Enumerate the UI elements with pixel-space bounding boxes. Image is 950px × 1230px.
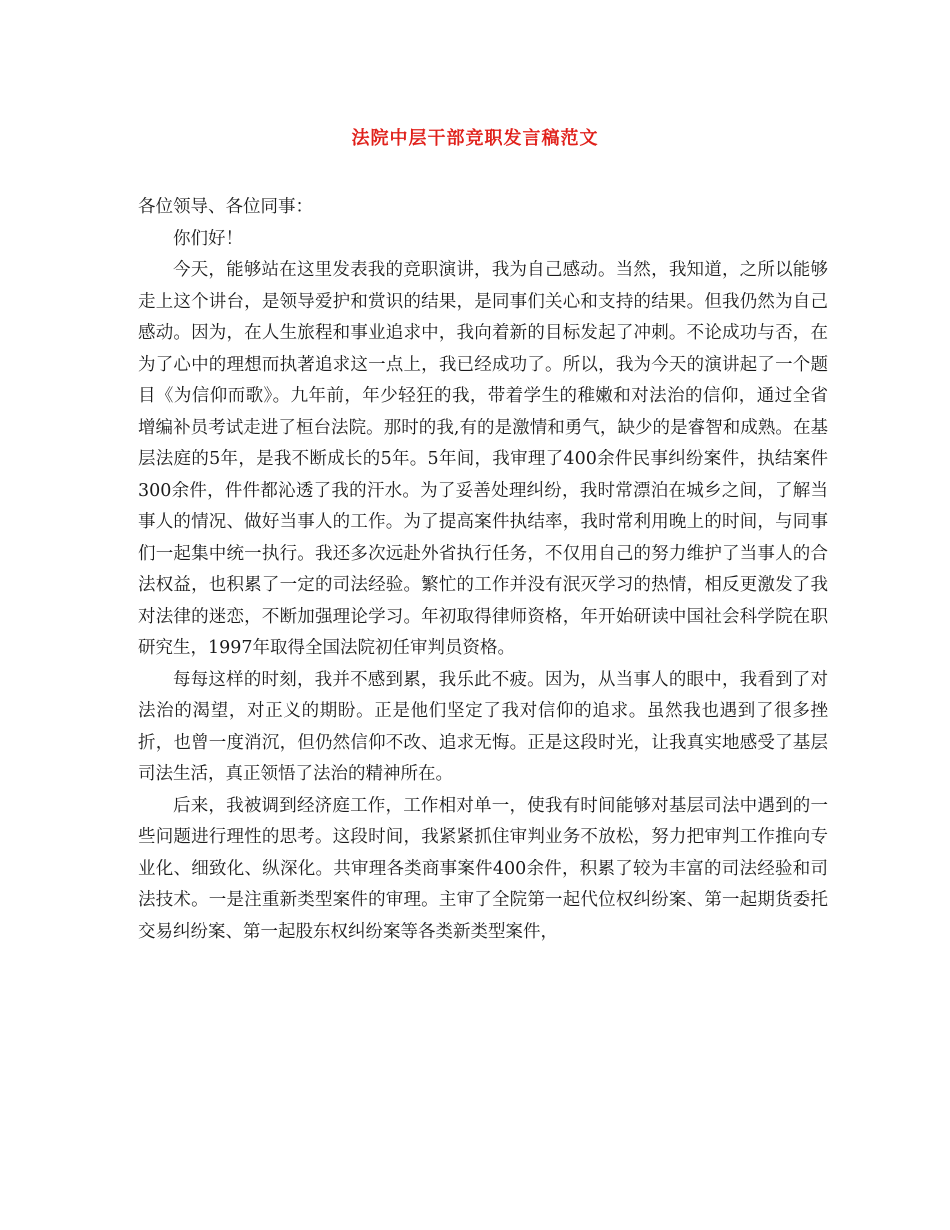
paragraph: 每每这样的时刻，我并不感到累，我乐此不疲。因为，从当事人的眼中，我看到了对法治的渴望，对正义的期盼。正是他们坚定了我对信仰的追求。虽然我也遇到了很多挫折，也曾一度消沉，但仍然信仰不改、追求无悔。正是这段时光，让我真实地感受了基层司法生活，真正领悟了法治的精神所在。: [138, 669, 828, 784]
document-body: [138, 192, 828, 948]
greeting: 你们好！: [173, 228, 243, 249]
paragraph: 今天，能够站在这里发表我的竞职演讲，我为自己感动。当然，我知道，之所以能够走上这个讲台，是领导爱护和赏识的结果，是同事们关心和支持的结果。但我仍然为自己感动。因为，在人生旅程和事业追求中，我向着新的目标发起了冲刺。不论成功与否，在为了心中的理想而执著追求这一点上，我已经成功了。所以，我为今天的演讲起了一个题目《为信仰而歌》。九年前，年少轻狂的我，带着学生的稚嫩和对法治的信仰，通过全省增编补员考试走进了桓台法院。那时的我,有的是激情和勇气，缺少的是睿智和成熟。在基层法庭的5年，是我不断成长的5年。5年间，我审理了400余件民事纠纷案件，执结案件300余件，件件都沁透了我的汗水。为了妥善处理纠纷，我时常漂泊在城乡之间，了解当事人的情况、做好当事人的工作。为了提高案件执结率，我时常利用晚上的时间，与同事们一起集中统一执行。我还多次远赴外省执行任务，不仅用自己的努力维护了当事人的合法权益，也积累了一定的司法经验。繁忙的工作并没有泯灭学习的热情，相反更激发了我对法律的迷恋，不断加强理论学习。年初取得律师资格，年开始研读中国社会科学院在职研究生，1997年取得全国法院初任审判员资格。: [138, 260, 828, 658]
salutation: 各位领导、各位同事：: [138, 197, 313, 217]
paragraph: 后来，我被调到经济庭工作，工作相对单一，使我有时间能够对基层司法中遇到的一些问题进行理性的思考。这段时间，我紧紧抓住审判业务不放松，努力把审判工作推向专业化、细致化、纵深化。共审理各类商事案件400余件，积累了较为丰富的司法经验和司法技术。一是注重新类型案件的审理。主审了全院第一起代位权纠纷案、第一起期货委托交易纠纷案、第一起股东权纠纷案等各类新类型案件，: [138, 795, 828, 942]
document-title: 法院中层干部竞职发言稿范文: [351, 128, 599, 149]
